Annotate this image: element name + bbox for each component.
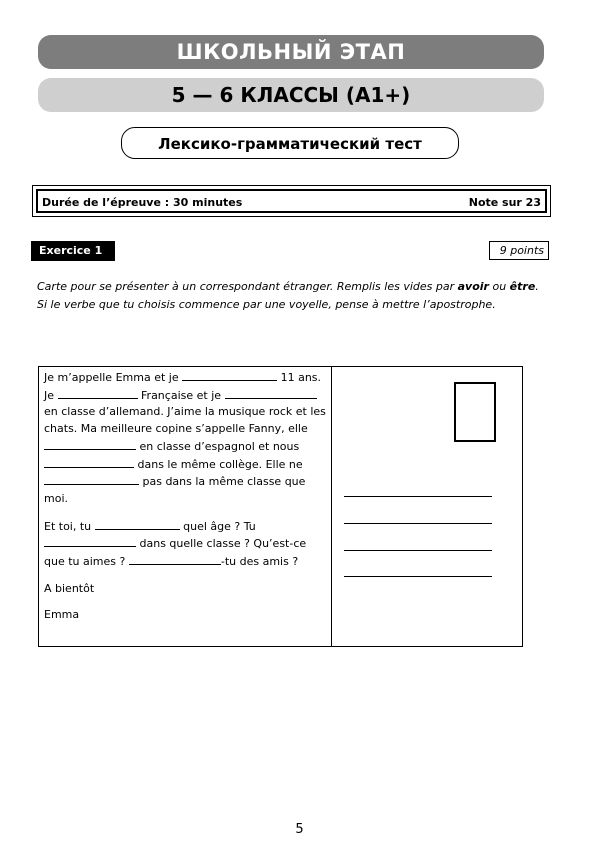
stage-banner: ШКОЛЬНЫЙ ЭТАП bbox=[38, 35, 544, 69]
address-line-2[interactable] bbox=[344, 523, 492, 524]
text-segment: quel âge ? Tu bbox=[183, 519, 256, 533]
exercise-label: Exercice 1 bbox=[31, 241, 115, 261]
blank-7[interactable] bbox=[95, 518, 180, 530]
blank-8[interactable] bbox=[44, 535, 136, 547]
blank-2[interactable] bbox=[58, 387, 138, 399]
text-segment: 11 ans. Je bbox=[44, 371, 322, 402]
blank-1[interactable] bbox=[182, 369, 277, 381]
text-segment: -tu des amis ? bbox=[220, 555, 299, 569]
instruction-text: Carte pour se présenter à un correspondant étranger. Remplis les vides par bbox=[37, 280, 458, 293]
blank-3[interactable] bbox=[225, 387, 317, 399]
verb-etre: être bbox=[509, 280, 536, 293]
duration-text: Durée de l’épreuve : 30 minutes bbox=[42, 196, 243, 209]
paragraph-1 bbox=[44, 369, 329, 508]
text-segment: pas dans la même classe que moi. bbox=[44, 475, 306, 505]
instruction-text: ou bbox=[488, 280, 510, 293]
paragraph-2 bbox=[44, 518, 329, 571]
instruction-line-2: Si le verbe que tu choisis commence par une voyelle, pense à mettre l’apostrophe. bbox=[37, 298, 496, 311]
duration-box bbox=[32, 185, 551, 217]
duration-inner-frame bbox=[36, 189, 547, 213]
stamp-box bbox=[454, 382, 496, 442]
postcard-message bbox=[44, 369, 329, 634]
blank-4[interactable] bbox=[44, 438, 136, 450]
text-segment: Je m’appelle Emma et je bbox=[44, 371, 179, 384]
blank-5[interactable] bbox=[44, 456, 134, 468]
text-segment: dans le même collège. Elle ne bbox=[137, 457, 303, 471]
text-segment: en classe d’espagnol et nous bbox=[139, 439, 300, 453]
closing: A bientôt bbox=[44, 581, 95, 595]
text-segment: dans quelle classe ? Qu’est-ce que tu aimes ? bbox=[44, 537, 307, 569]
exercise-instructions bbox=[37, 278, 557, 314]
text-segment: Et toi, tu bbox=[44, 519, 92, 533]
grades-banner: 5 — 6 КЛАССЫ (А1+) bbox=[38, 78, 544, 112]
instruction-line-1 bbox=[37, 278, 557, 296]
address-line-4[interactable] bbox=[344, 576, 492, 577]
points-badge: 9 points bbox=[489, 241, 549, 260]
test-title: Лексико-грамматический тест bbox=[121, 127, 459, 159]
page-number: 5 bbox=[295, 822, 304, 837]
score-total: Note sur 23 bbox=[468, 196, 541, 209]
signature: Emma bbox=[44, 608, 80, 622]
text-segment: Française et je bbox=[141, 388, 222, 402]
address-line-1[interactable] bbox=[344, 496, 492, 497]
address-line-3[interactable] bbox=[344, 550, 492, 551]
postcard-divider bbox=[331, 367, 332, 646]
blank-6[interactable] bbox=[44, 473, 139, 485]
instruction-text: . bbox=[535, 280, 539, 293]
blank-9[interactable] bbox=[129, 553, 221, 565]
postcard bbox=[38, 366, 523, 647]
verb-avoir: avoir bbox=[457, 280, 489, 293]
text-segment: en classe d’allemand. J’aime la musique rock et les chats. Ma meilleure copine s’appelle Fanny, elle bbox=[44, 405, 326, 436]
